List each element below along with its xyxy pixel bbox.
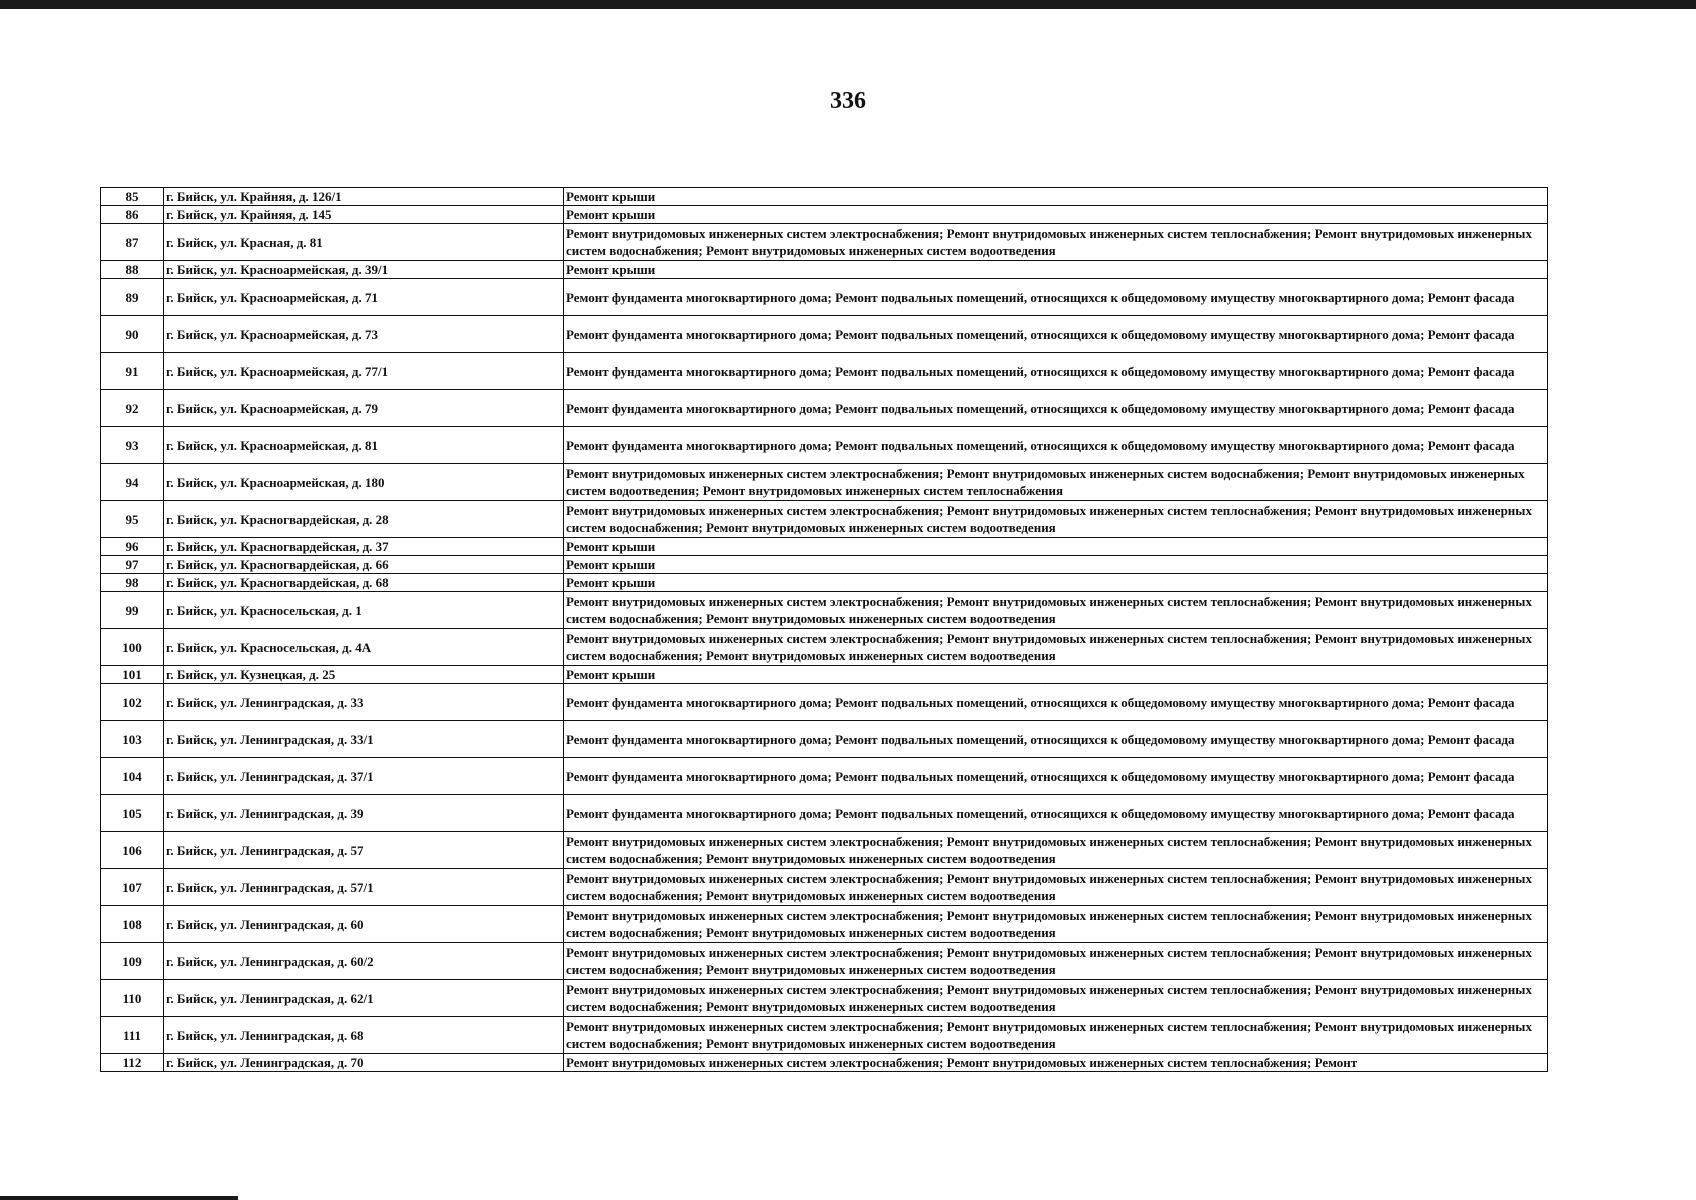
address-cell: г. Бийск, ул. Красноармейская, д. 39/1 [164, 261, 564, 279]
address-cell: г. Бийск, ул. Ленинградская, д. 68 [164, 1017, 564, 1054]
row-number-cell: 91 [101, 353, 164, 390]
table-row [101, 684, 1548, 721]
table-row [101, 224, 1548, 261]
work-type-cell: Ремонт фундамента многоквартирного дома; Ремонт подвальных помещений, относящихся к общедомовому имуществу многоквартирного дома; Ремонт фасада [564, 316, 1548, 353]
table-row [101, 501, 1548, 538]
table-row [101, 629, 1548, 666]
work-type-cell: Ремонт внутридомовых инженерных систем электроснабжения; Ремонт внутридомовых инженерных систем теплоснабжения; Ремонт внутридомовых инженерных систем водоснабжения; Ремонт внутридомовых инженерных систем водоотведения [564, 832, 1548, 869]
address-cell: г. Бийск, ул. Ленинградская, д. 60/2 [164, 943, 564, 980]
address-cell: г. Бийск, ул. Красноармейская, д. 77/1 [164, 353, 564, 390]
work-type-cell: Ремонт крыши [564, 188, 1548, 206]
row-number-cell: 107 [101, 869, 164, 906]
table-row [101, 980, 1548, 1017]
address-cell: г. Бийск, ул. Красногвардейская, д. 37 [164, 538, 564, 556]
address-cell: г. Бийск, ул. Красноармейская, д. 71 [164, 279, 564, 316]
work-type-cell: Ремонт внутридомовых инженерных систем электроснабжения; Ремонт внутридомовых инженерных систем теплоснабжения; Ремонт внутридомовых инженерных систем водоснабжения; Ремонт внутридомовых инженерных систем водоотведения [564, 501, 1548, 538]
work-type-cell: Ремонт фундамента многоквартирного дома; Ремонт подвальных помещений, относящихся к общедомовому имуществу многоквартирного дома; Ремонт фасада [564, 758, 1548, 795]
row-number-cell: 86 [101, 206, 164, 224]
row-number-cell: 110 [101, 980, 164, 1017]
work-type-cell: Ремонт фундамента многоквартирного дома; Ремонт подвальных помещений, относящихся к общедомовому имуществу многоквартирного дома; Ремонт фасада [564, 353, 1548, 390]
page-number: 336 [830, 88, 866, 114]
table-row [101, 943, 1548, 980]
table-row [101, 758, 1548, 795]
work-type-cell: Ремонт внутридомовых инженерных систем электроснабжения; Ремонт внутридомовых инженерных систем теплоснабжения; Ремонт внутридомовых инженерных систем водоснабжения; Ремонт внутридомовых инженерных систем водоотведения [564, 980, 1548, 1017]
work-type-cell: Ремонт крыши [564, 556, 1548, 574]
table-row [101, 574, 1548, 592]
row-number-cell: 95 [101, 501, 164, 538]
table-row [101, 556, 1548, 574]
row-number-cell: 108 [101, 906, 164, 943]
table-row [101, 869, 1548, 906]
row-number-cell: 96 [101, 538, 164, 556]
row-number-cell: 94 [101, 464, 164, 501]
work-type-cell: Ремонт внутридомовых инженерных систем электроснабжения; Ремонт внутридомовых инженерных систем теплоснабжения; Ремонт внутридомовых инженерных систем водоснабжения; Ремонт внутридомовых инженерных систем водоотведения [564, 1017, 1548, 1054]
work-type-cell: Ремонт внутридомовых инженерных систем электроснабжения; Ремонт внутридомовых инженерных систем теплоснабжения; Ремонт внутридомовых инженерных систем водоснабжения; Ремонт внутридомовых инженерных систем водоотведения [564, 592, 1548, 629]
work-type-cell: Ремонт внутридомовых инженерных систем электроснабжения; Ремонт внутридомовых инженерных систем теплоснабжения; Ремонт внутридомовых инженерных систем водоснабжения; Ремонт внутридомовых инженерных систем водоотведения [564, 906, 1548, 943]
work-type-cell: Ремонт внутридомовых инженерных систем электроснабжения; Ремонт внутридомовых инженерных систем водоснабжения; Ремонт внутридомовых инженерных систем водоотведения; Ремонт внутридомовых инженерных систем теплоснабжения [564, 464, 1548, 501]
address-cell: г. Бийск, ул. Красносельская, д. 4А [164, 629, 564, 666]
address-cell: г. Бийск, ул. Ленинградская, д. 37/1 [164, 758, 564, 795]
address-cell: г. Бийск, ул. Красногвардейская, д. 68 [164, 574, 564, 592]
work-type-cell: Ремонт фундамента многоквартирного дома; Ремонт подвальных помещений, относящихся к общедомовому имуществу многоквартирного дома; Ремонт фасада [564, 684, 1548, 721]
row-number-cell: 90 [101, 316, 164, 353]
table-row [101, 353, 1548, 390]
row-number-cell: 99 [101, 592, 164, 629]
row-number-cell: 102 [101, 684, 164, 721]
work-type-cell: Ремонт внутридомовых инженерных систем электроснабжения; Ремонт внутридомовых инженерных систем теплоснабжения; Ремонт внутридомовых инженерных систем водоснабжения; Ремонт внутридомовых инженерных систем водоотведения [564, 629, 1548, 666]
row-number-cell: 100 [101, 629, 164, 666]
work-type-cell: Ремонт крыши [564, 261, 1548, 279]
address-cell: г. Бийск, ул. Ленинградская, д. 39 [164, 795, 564, 832]
row-number-cell: 111 [101, 1017, 164, 1054]
address-cell: г. Бийск, ул. Ленинградская, д. 57 [164, 832, 564, 869]
row-number-cell: 92 [101, 390, 164, 427]
address-cell: г. Бийск, ул. Красноармейская, д. 81 [164, 427, 564, 464]
work-type-cell: Ремонт внутридомовых инженерных систем электроснабжения; Ремонт внутридомовых инженерных систем теплоснабжения; Ремонт [564, 1054, 1548, 1072]
row-number-cell: 106 [101, 832, 164, 869]
address-cell: г. Бийск, ул. Ленинградская, д. 57/1 [164, 869, 564, 906]
address-cell: г. Бийск, ул. Ленинградская, д. 60 [164, 906, 564, 943]
work-type-cell: Ремонт фундамента многоквартирного дома; Ремонт подвальных помещений, относящихся к общедомовому имуществу многоквартирного дома; Ремонт фасада [564, 427, 1548, 464]
work-type-cell: Ремонт крыши [564, 574, 1548, 592]
table-row [101, 206, 1548, 224]
scan-top-border [0, 0, 1696, 9]
address-cell: г. Бийск, ул. Крайняя, д. 126/1 [164, 188, 564, 206]
address-cell: г. Бийск, ул. Красногвардейская, д. 66 [164, 556, 564, 574]
table-row [101, 279, 1548, 316]
address-cell: г. Бийск, ул. Ленинградская, д. 33 [164, 684, 564, 721]
work-type-cell: Ремонт внутридомовых инженерных систем электроснабжения; Ремонт внутридомовых инженерных систем теплоснабжения; Ремонт внутридомовых инженерных систем водоснабжения; Ремонт внутридомовых инженерных систем водоотведения [564, 869, 1548, 906]
row-number-cell: 85 [101, 188, 164, 206]
table-row [101, 464, 1548, 501]
address-cell: г. Бийск, ул. Красноармейская, д. 180 [164, 464, 564, 501]
row-number-cell: 101 [101, 666, 164, 684]
row-number-cell: 89 [101, 279, 164, 316]
row-number-cell: 93 [101, 427, 164, 464]
table-row [101, 832, 1548, 869]
work-type-cell: Ремонт крыши [564, 206, 1548, 224]
work-type-cell: Ремонт крыши [564, 666, 1548, 684]
address-cell: г. Бийск, ул. Красносельская, д. 1 [164, 592, 564, 629]
table-row [101, 1054, 1548, 1072]
address-cell: г. Бийск, ул. Ленинградская, д. 70 [164, 1054, 564, 1072]
address-cell: г. Бийск, ул. Красногвардейская, д. 28 [164, 501, 564, 538]
address-cell: г. Бийск, ул. Красноармейская, д. 73 [164, 316, 564, 353]
table-row [101, 427, 1548, 464]
table-row [101, 795, 1548, 832]
table-row [101, 261, 1548, 279]
address-cell: г. Бийск, ул. Кузнецкая, д. 25 [164, 666, 564, 684]
row-number-cell: 97 [101, 556, 164, 574]
row-number-cell: 109 [101, 943, 164, 980]
row-number-cell: 104 [101, 758, 164, 795]
work-type-cell: Ремонт фундамента многоквартирного дома; Ремонт подвальных помещений, относящихся к общедомовому имуществу многоквартирного дома; Ремонт фасада [564, 279, 1548, 316]
row-number-cell: 112 [101, 1054, 164, 1072]
repair-works-table [100, 187, 1548, 1072]
row-number-cell: 103 [101, 721, 164, 758]
table-row [101, 592, 1548, 629]
work-type-cell: Ремонт фундамента многоквартирного дома; Ремонт подвальных помещений, относящихся к общедомовому имуществу многоквартирного дома; Ремонт фасада [564, 795, 1548, 832]
row-number-cell: 105 [101, 795, 164, 832]
scan-bottom-mark [0, 1196, 238, 1200]
row-number-cell: 88 [101, 261, 164, 279]
table-row [101, 538, 1548, 556]
table-row [101, 906, 1548, 943]
address-cell: г. Бийск, ул. Ленинградская, д. 62/1 [164, 980, 564, 1017]
work-type-cell: Ремонт фундамента многоквартирного дома; Ремонт подвальных помещений, относящихся к общедомовому имуществу многоквартирного дома; Ремонт фасада [564, 721, 1548, 758]
table-row [101, 721, 1548, 758]
work-type-cell: Ремонт внутридомовых инженерных систем электроснабжения; Ремонт внутридомовых инженерных систем теплоснабжения; Ремонт внутридомовых инженерных систем водоснабжения; Ремонт внутридомовых инженерных систем водоотведения [564, 943, 1548, 980]
table-row [101, 316, 1548, 353]
work-type-cell: Ремонт внутридомовых инженерных систем электроснабжения; Ремонт внутридомовых инженерных систем теплоснабжения; Ремонт внутридомовых инженерных систем водоснабжения; Ремонт внутридомовых инженерных систем водоотведения [564, 224, 1548, 261]
row-number-cell: 87 [101, 224, 164, 261]
table-row [101, 390, 1548, 427]
work-type-cell: Ремонт фундамента многоквартирного дома; Ремонт подвальных помещений, относящихся к общедомовому имуществу многоквартирного дома; Ремонт фасада [564, 390, 1548, 427]
table-row [101, 188, 1548, 206]
address-cell: г. Бийск, ул. Крайняя, д. 145 [164, 206, 564, 224]
address-cell: г. Бийск, ул. Красноармейская, д. 79 [164, 390, 564, 427]
work-type-cell: Ремонт крыши [564, 538, 1548, 556]
row-number-cell: 98 [101, 574, 164, 592]
address-cell: г. Бийск, ул. Красная, д. 81 [164, 224, 564, 261]
address-cell: г. Бийск, ул. Ленинградская, д. 33/1 [164, 721, 564, 758]
table-row [101, 1017, 1548, 1054]
table-row [101, 666, 1548, 684]
